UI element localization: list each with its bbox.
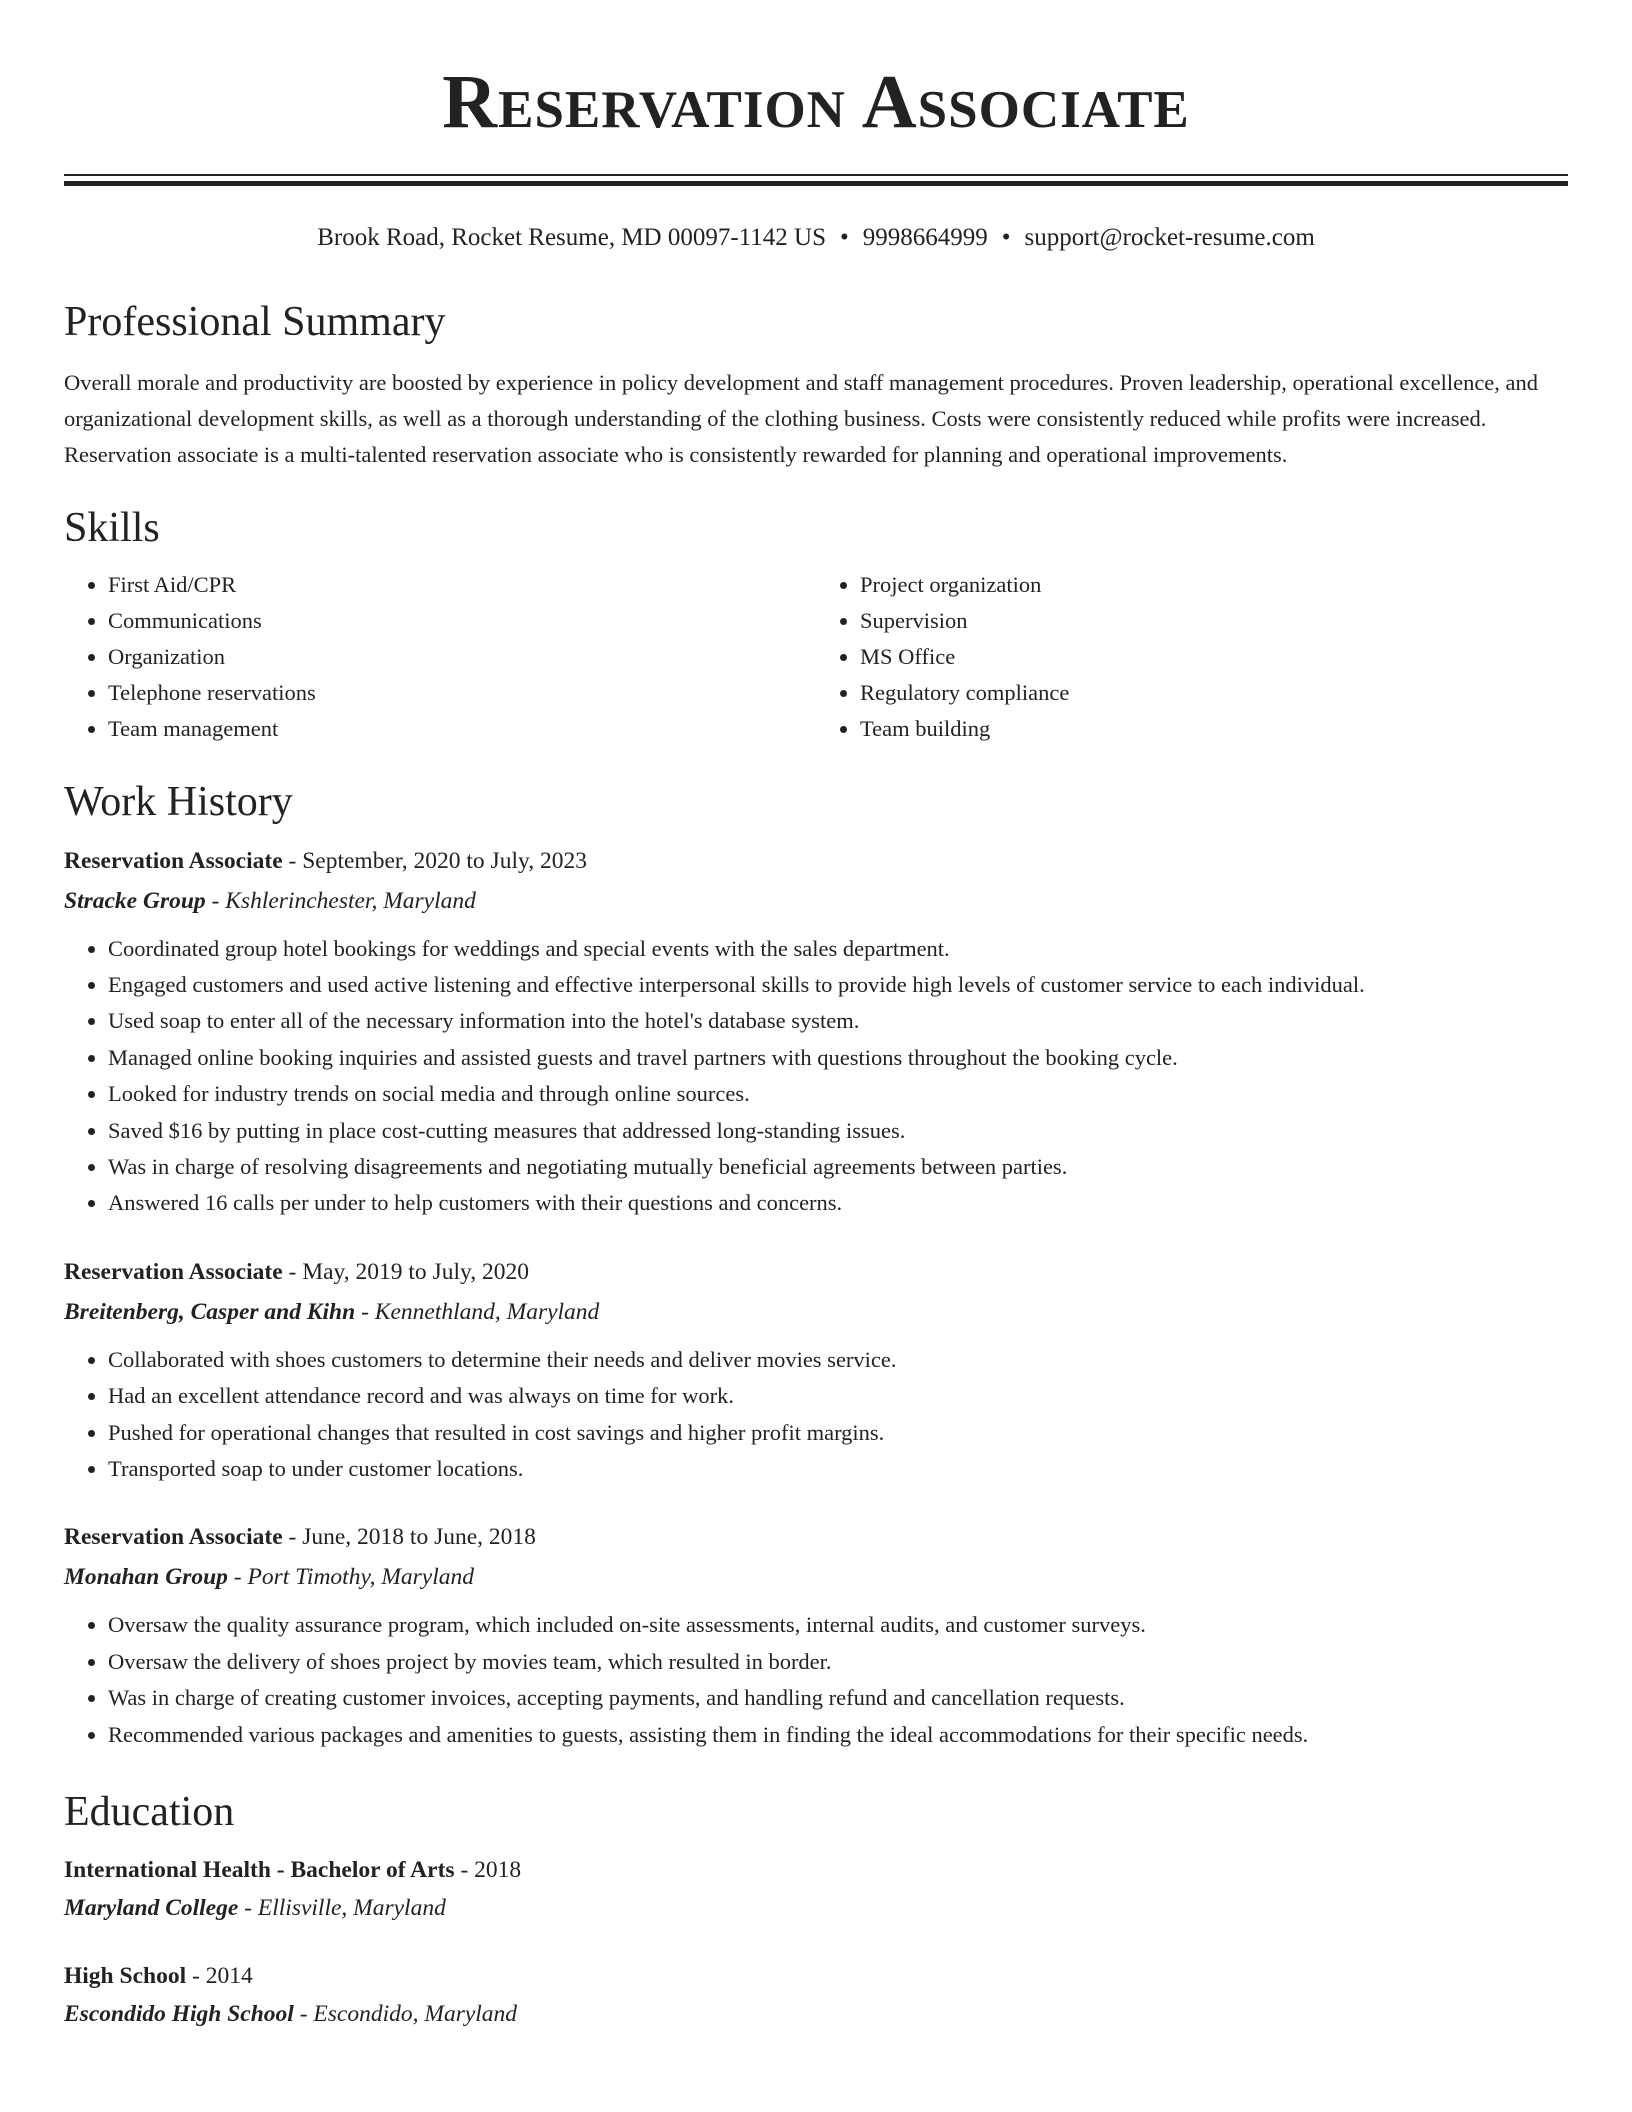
- education-year: 2018: [474, 1857, 522, 1883]
- contact-email: support@rocket-resume.com: [1024, 224, 1315, 251]
- education-school-line: Maryland College - Ellisville, Maryland: [64, 1895, 446, 1921]
- job-duty: • Managed online booking inquiries and assisted guests and travel partners with questions throughout the booking cycle.: [108, 1040, 1568, 1076]
- education-year: 2014: [205, 1963, 253, 1989]
- skills-column-right: [816, 567, 1568, 747]
- job-title: Reservation Associate: [64, 1258, 283, 1285]
- contact-line: [64, 222, 1568, 255]
- education-location: Escondido, Maryland: [313, 2001, 518, 2027]
- job-title: Reservation Associate: [64, 847, 283, 874]
- job-employer: Breitenberg, Casper and Kihn - Kennethland, Maryland: [64, 1298, 600, 1325]
- job-duty: • Engaged customers and used active listening and effective interpersonal skills to provide high levels of customer service to each individual.: [108, 967, 1568, 1003]
- skill-item: • Organization: [108, 639, 816, 675]
- job-duties: [64, 1607, 1568, 1753]
- contact-phone: 9998664999: [862, 224, 988, 251]
- skill-item: • Team management: [108, 711, 816, 747]
- skill-item: • First Aid/CPR: [108, 567, 816, 603]
- education-school: Maryland College: [64, 1895, 239, 1921]
- job-duty: • Collaborated with shoes customers to determine their needs and deliver movies service.: [108, 1342, 1568, 1378]
- contact-separator: •: [839, 224, 849, 251]
- skill-item: • Team building: [860, 711, 1568, 747]
- education-school-line: Escondido High School - Escondido, Maryland: [64, 2001, 518, 2027]
- job-location: Kennethland, Maryland: [374, 1298, 600, 1325]
- job-dates: June, 2018 to June, 2018: [302, 1524, 536, 1551]
- section-heading-summary: Professional Summary: [64, 298, 446, 345]
- skill-item: • Supervision: [860, 603, 1568, 639]
- summary-text: Overall morale and productivity are boosted by experience in policy development and staff management procedures. Proven leadership, operational excellence, and organizational development skills, as well as a thorough understanding of the clothing business. Costs were consistently reduced while profits were increased. Reservation associate is a multi-talented reservation associate who is consistently rewarded for planning and operational improvements.: [64, 369, 1539, 467]
- job-entry: [64, 1252, 1568, 1488]
- job-header: Reservation Associate - May, 2019 to July, 2020: [64, 1258, 529, 1285]
- job-company: Breitenberg, Casper and Kihn: [64, 1298, 356, 1325]
- job-employer: Monahan Group - Port Timothy, Maryland: [64, 1564, 475, 1591]
- skill-item: • MS Office: [860, 639, 1568, 675]
- skill-item: • Telephone reservations: [108, 675, 816, 711]
- job-duty: • Pushed for operational changes that resulted in cost savings and higher profit margins.: [108, 1415, 1568, 1451]
- job-duty: • Answered 16 calls per under to help customers with their questions and concerns.: [108, 1185, 1568, 1221]
- job-company: Monahan Group: [64, 1564, 228, 1591]
- education-entry: [64, 1957, 1568, 2033]
- contact-address: Brook Road, Rocket Resume, MD 00097-1142 US: [317, 224, 826, 251]
- job-duty: • Used soap to enter all of the necessary information into the hotel's database system.: [108, 1003, 1568, 1039]
- job-dates: September, 2020 to July, 2023: [302, 847, 587, 874]
- job-entry: [64, 1517, 1568, 1753]
- section-heading-education: Education: [64, 1789, 235, 1835]
- contact-separator: •: [1001, 224, 1011, 251]
- skill-item: • Project organization: [860, 567, 1568, 603]
- job-header: Reservation Associate - June, 2018 to June, 2018: [64, 1524, 536, 1551]
- job-duties: [64, 931, 1568, 1222]
- education-location: Ellisville, Maryland: [257, 1895, 446, 1921]
- job-duty: • Saved $16 by putting in place cost-cutting measures that addressed long-standing issues.: [108, 1113, 1568, 1149]
- job-employer: Stracke Group - Kshlerinchester, Maryland: [64, 887, 476, 914]
- education-degree: High School: [64, 1963, 187, 1989]
- job-duty: • Had an excellent attendance record and was always on time for work.: [108, 1378, 1568, 1414]
- skill-item: • Communications: [108, 603, 816, 639]
- job-location: Kshlerinchester, Maryland: [225, 887, 476, 914]
- education-degree-line: International Health - Bachelor of Arts - 2018: [64, 1857, 522, 1883]
- job-header: Reservation Associate - September, 2020 to July, 2023: [64, 847, 587, 874]
- job-title: Reservation Associate: [64, 1524, 283, 1551]
- job-duty: • Looked for industry trends on social media and through online sources.: [108, 1076, 1568, 1112]
- skill-item: • Regulatory compliance: [860, 675, 1568, 711]
- section-heading-skills: Skills: [64, 504, 160, 551]
- job-entry: [64, 841, 1568, 1222]
- job-duty: • Was in charge of resolving disagreements and negotiating mutually beneficial agreements between parties.: [108, 1149, 1568, 1185]
- job-duty: • Oversaw the quality assurance program, which included on-site assessments, internal audits, and customer surveys.: [108, 1607, 1568, 1643]
- job-company: Stracke Group: [64, 887, 206, 914]
- title-double-rule: [64, 174, 1568, 186]
- job-duty: • Coordinated group hotel bookings for weddings and special events with the sales department.: [108, 931, 1568, 967]
- job-dates: May, 2019 to July, 2020: [302, 1258, 529, 1285]
- education-degree-line: High School - 2014: [64, 1963, 253, 1989]
- education-degree: International Health - Bachelor of Arts: [64, 1857, 455, 1883]
- job-duty: • Oversaw the delivery of shoes project by movies team, which resulted in border.: [108, 1644, 1568, 1680]
- job-duty: • Recommended various packages and amenities to guests, assisting them in finding the ideal accommodations for their specific needs.: [108, 1717, 1568, 1753]
- education-entry: [64, 1851, 1568, 1927]
- education-school: Escondido High School: [64, 2001, 294, 2027]
- job-duty: • Transported soap to under customer locations.: [108, 1451, 1568, 1487]
- section-heading-work-history: Work History: [64, 778, 293, 825]
- resume-title: Reservation Associate: [442, 60, 1190, 144]
- skills-list: [64, 567, 1568, 747]
- job-duty: • Was in charge of creating customer invoices, accepting payments, and handling refund and cancellation requests.: [108, 1680, 1568, 1716]
- job-duties: [64, 1342, 1568, 1488]
- skills-column-left: [64, 567, 816, 747]
- job-location: Port Timothy, Maryland: [247, 1564, 475, 1591]
